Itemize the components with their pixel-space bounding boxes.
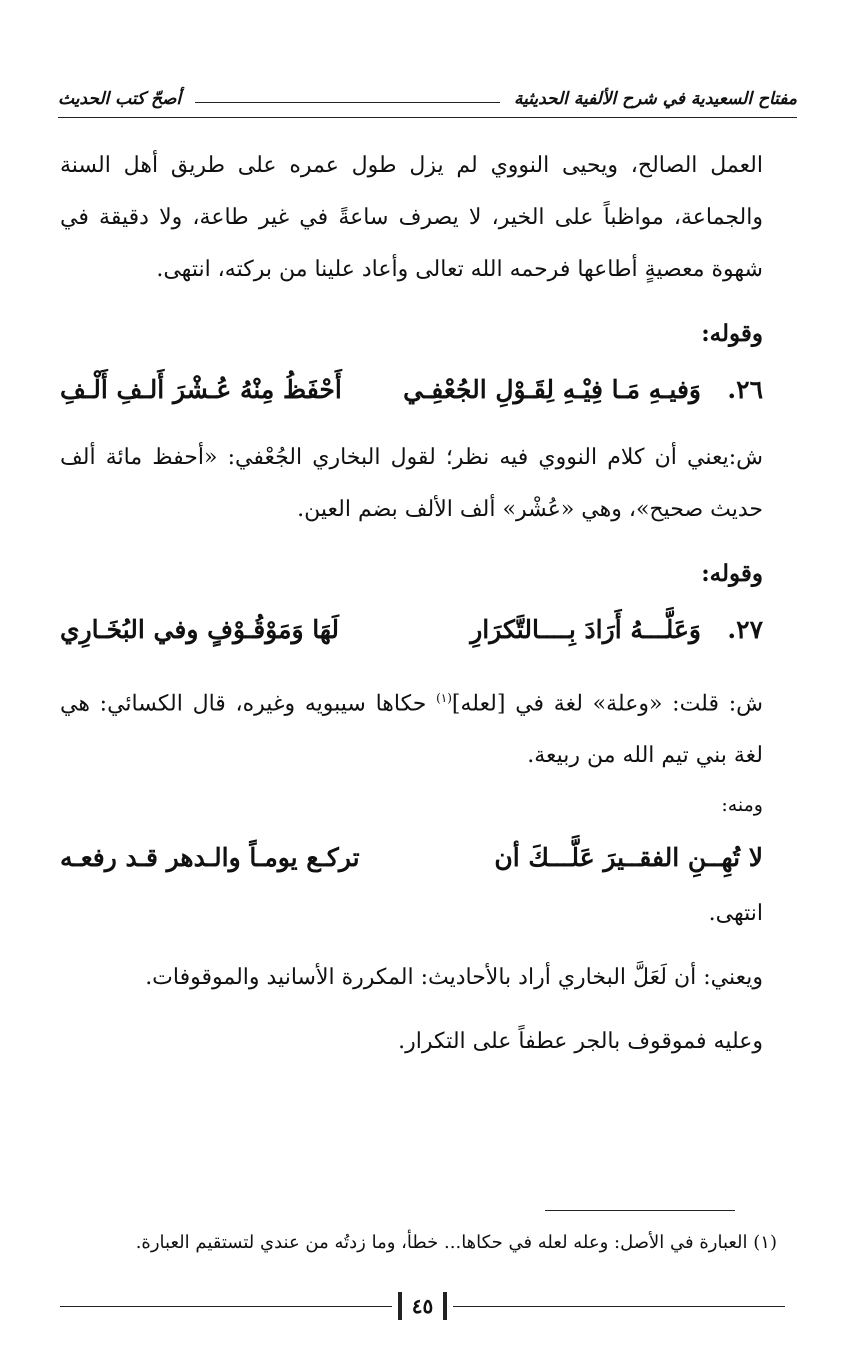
footer-rule-left	[60, 1306, 392, 1307]
verse-27	[60, 600, 763, 660]
running-header	[58, 82, 797, 116]
section-title: أصحّ كتب الحديث	[58, 89, 182, 109]
paragraph-1: العمل الصالح، ويحيى النووي لم يزل طول عمره على طريق أهل السنة والجماعة، مواظباً على الخير، لا يصرف ساعةً في غير طاعة، ولا دقيقة في شهوة معصيةٍ أطاعها فرحمه الله تعالى وأعاد علينا من بركته، انتهى.	[60, 153, 763, 282]
page-body	[60, 140, 763, 1068]
paragraph-6: وعليه فموقوف بالجر عطفاً على التكرار.	[398, 1029, 763, 1055]
verse-26	[60, 360, 763, 420]
verse-hemistich-1: لا تُهِــنِ الفقــيرَ عَلَّـــكَ أن	[494, 843, 763, 873]
verse-hemistich-1: وَفيـهِ مَـا فِيْـهِ لِقَـوْلِ الجُعْفِـي	[403, 375, 701, 404]
footnote-marker: (١)	[436, 691, 452, 705]
paragraph-3	[60, 672, 763, 782]
header-rule	[195, 102, 500, 103]
verse-number: ٢٧.	[727, 615, 763, 644]
header-underline	[58, 117, 797, 118]
footer-rule-right	[453, 1306, 785, 1307]
page-footer	[60, 1290, 785, 1322]
label-minhu: ومنه:	[721, 794, 763, 817]
book-title: مفتاح السعيدية في شرح الألفية الحديثية	[514, 89, 797, 109]
paragraph-2: ش:يعني أن كلام النووي فيه نظر؛ لقول البخاري الجُعْفي: «أحفظ مائة ألف حديث صحيح»، وهي «عُشْر» ألف الألف بضم العين.	[60, 445, 763, 522]
footnote-rule	[545, 1210, 735, 1211]
verse-hemistich-2: لَهَا وَمَوْقُـوْفٍ وفي البُخَـارِي	[60, 615, 340, 644]
quoted-verse	[60, 828, 763, 888]
verse-hemistich-2: أَحْفَظُ مِنْهُ عُـشْرَ أَلـفِ أَلْـفِ	[60, 375, 342, 404]
verse-hemistich-2: تركـع يومـاً والـدهر قـد رفعـه	[60, 843, 360, 873]
page-number: ٤٥	[398, 1292, 447, 1320]
paragraph-3-part-2: حكاها سيبويه وغيره، قال الكسائي: هي لغة بني تيم الله من ربيعة.	[60, 691, 763, 769]
footnote: (١) العبارة في الأصل: وعله لعله في حكاها... خطأ، وما زدتُه من عندي لتستقيم العبارة.	[135, 1232, 777, 1253]
paragraph-3-part-1: ش: قلت: «وعلة» لغة في [لعله]	[451, 691, 763, 717]
verse-hemistich-1: وَعَلَّـــهُ أَرَادَ بِــــالتَّكرَارِ	[470, 615, 701, 644]
verse-number: ٢٦.	[727, 375, 763, 404]
paragraph-5: ويعني: أن لَعَلَّ البخاري أراد بالأحاديث: المكررة الأسانيد والموقوفات.	[145, 965, 763, 991]
label-qawluh-1: وقوله:	[701, 320, 763, 347]
paragraph-intaha: انتهى.	[708, 901, 763, 927]
label-qawluh-2: وقوله:	[701, 560, 763, 587]
